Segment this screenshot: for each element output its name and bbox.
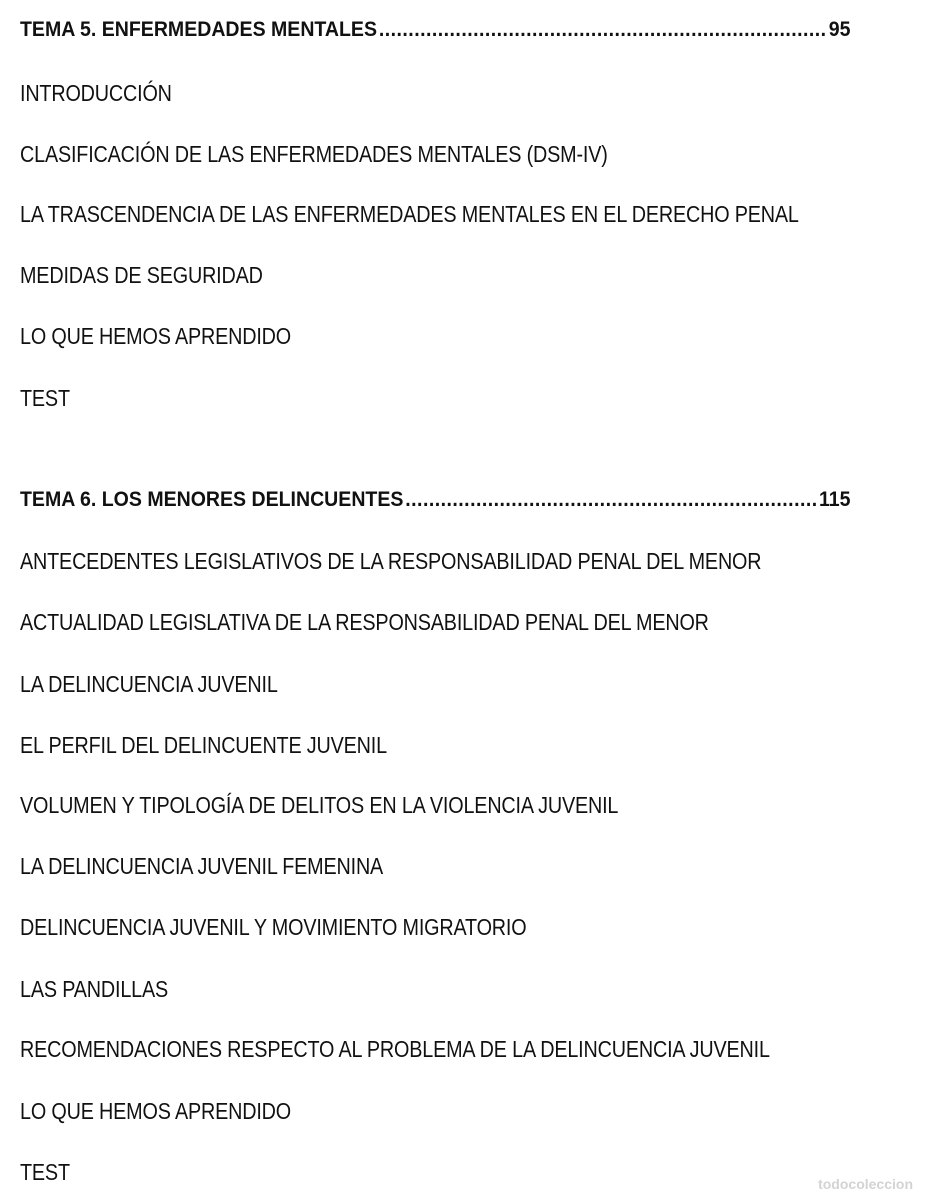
section-page-number: 115 — [818, 488, 851, 511]
toc-entry: CLASIFICACIÓN DE LAS ENFERMEDADES MENTALES (DSM-IV) — [20, 141, 608, 167]
leader-dots — [405, 488, 817, 512]
section-title: TEMA 6. LOS MENORES DELINCUENTES — [20, 488, 404, 511]
toc-entry: EL PERFIL DEL DELINCUENTE JUVENIL — [20, 732, 387, 758]
toc-entry: INTRODUCCIÓN — [20, 80, 172, 106]
toc-entry: LO QUE HEMOS APRENDIDO — [20, 323, 291, 349]
leader-dots — [379, 18, 827, 42]
section-heading-tema-5 — [20, 18, 850, 42]
watermark-logo: todocoleccion — [818, 1176, 913, 1192]
section-page-number: 95 — [828, 18, 851, 41]
toc-entry: VOLUMEN Y TIPOLOGÍA DE DELITOS EN LA VIOLENCIA JUVENIL — [20, 792, 619, 818]
toc-entry: TEST — [20, 1159, 70, 1185]
section-title: TEMA 5. ENFERMEDADES MENTALES — [20, 18, 377, 41]
toc-entry: ANTECEDENTES LEGISLATIVOS DE LA RESPONSABILIDAD PENAL DEL MENOR — [20, 548, 762, 574]
toc-entry: MEDIDAS DE SEGURIDAD — [20, 262, 263, 288]
toc-entry: LA DELINCUENCIA JUVENIL — [20, 671, 278, 697]
toc-entry: DELINCUENCIA JUVENIL Y MOVIMIENTO MIGRATORIO — [20, 914, 527, 940]
toc-entry: RECOMENDACIONES RESPECTO AL PROBLEMA DE LA DELINCUENCIA JUVENIL — [20, 1036, 770, 1062]
toc-entry: TEST — [20, 385, 70, 411]
toc-entry: LA TRASCENDENCIA DE LAS ENFERMEDADES MENTALES EN EL DERECHO PENAL — [20, 201, 799, 227]
toc-entry: LAS PANDILLAS — [20, 976, 169, 1002]
toc-entry: ACTUALIDAD LEGISLATIVA DE LA RESPONSABILIDAD PENAL DEL MENOR — [20, 609, 709, 635]
section-heading-tema-6 — [20, 488, 850, 512]
toc-entry: LO QUE HEMOS APRENDIDO — [20, 1098, 291, 1124]
toc-entry: LA DELINCUENCIA JUVENIL FEMENINA — [20, 853, 384, 879]
